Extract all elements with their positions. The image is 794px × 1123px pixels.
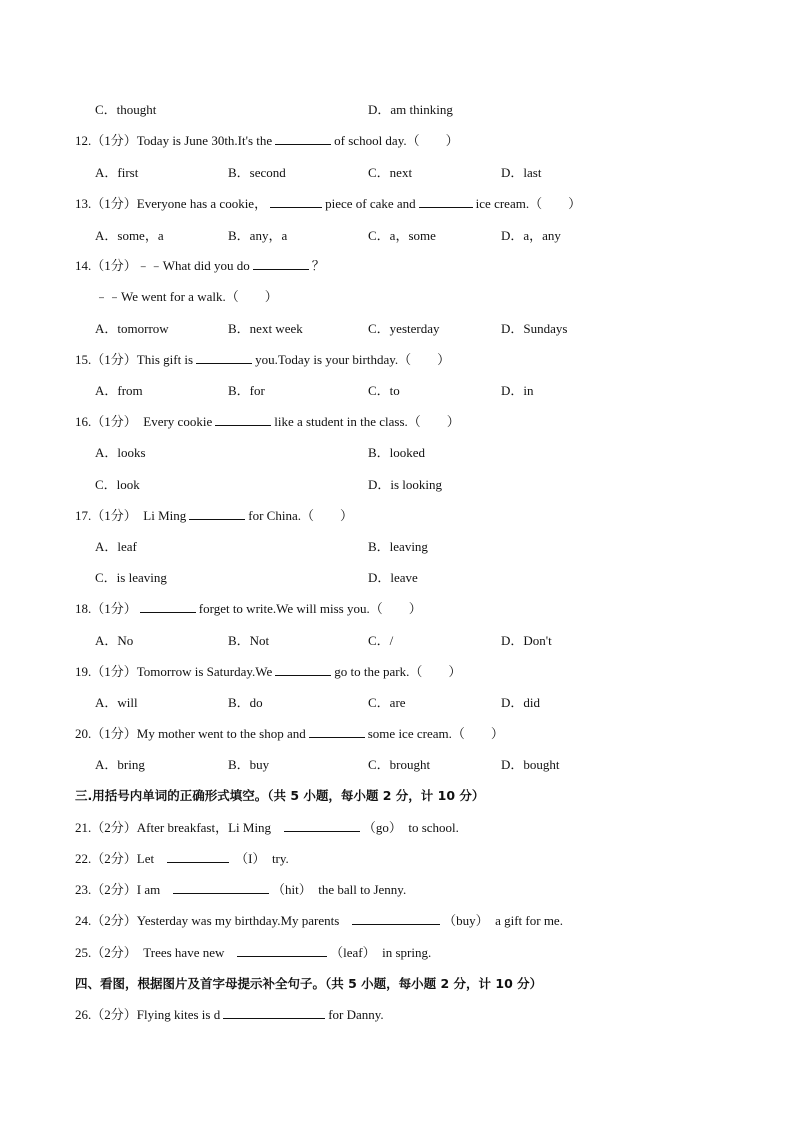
question-14-text: 14.（1分）﹣﹣What did you do ？ [75, 255, 325, 277]
q16-option-d[interactable]: D．is looking [368, 477, 443, 492]
question-19 [0, 661, 794, 683]
section-3-title: 三.用括号内单词的正确形式填空。（共 5 小题，每小题 2 分，计 10 分） [75, 788, 485, 803]
q18-options-row [0, 630, 794, 652]
q19-option-d[interactable]: D．did [501, 695, 541, 710]
q16-option-c[interactable]: C．look [95, 477, 140, 492]
question-15-text: 15.（1分）This gift is you.Today is your birthday.（ ） [75, 349, 450, 371]
question-12-text: 12.（1分）Today is June 30th.It's the of school day.（ ） [75, 130, 459, 152]
answer-blank[interactable] [189, 505, 245, 520]
q16-options-row-1 [0, 442, 794, 464]
question-17 [0, 505, 794, 527]
question-15 [0, 349, 794, 371]
section-4-title: 四、看图，根据图片及首字母提示补全句子。（共 5 小题，每小题 2 分，计 10 分） [75, 976, 543, 991]
question-22-text: 22.（2分）Let （I） try. [75, 848, 289, 870]
q20-option-a[interactable]: A．bring [95, 757, 145, 772]
q20-options-row [0, 754, 794, 776]
answer-blank[interactable] [167, 848, 229, 863]
question-17-text: 17.（1分） Li Ming for China.（ ） [75, 505, 353, 527]
q14-option-d[interactable]: D．Sundays [501, 321, 568, 336]
q15-option-a[interactable]: A．from [95, 383, 143, 398]
q18-option-c[interactable]: C．/ [368, 633, 394, 648]
answer-blank[interactable] [237, 942, 327, 957]
answer-blank[interactable] [173, 879, 269, 894]
answer-blank[interactable] [140, 598, 196, 613]
question-16 [0, 411, 794, 433]
q19-options-row [0, 692, 794, 714]
question-26-text: 26.（2分）Flying kites is d for Danny. [75, 1004, 384, 1026]
question-21-text: 21.（2分）After breakfast，Li Ming （go） to school. [75, 817, 459, 839]
question-20 [0, 723, 794, 745]
q14-option-c[interactable]: C．yesterday [368, 321, 440, 336]
question-16-text: 16.（1分） Every cookie like a student in the class.（ ） [75, 411, 460, 433]
answer-blank[interactable] [309, 723, 365, 738]
q19-option-c[interactable]: C．are [368, 695, 406, 710]
question-23 [0, 879, 794, 901]
answer-blank[interactable] [253, 255, 309, 270]
answer-blank[interactable] [275, 130, 331, 145]
q17-options-row-2 [0, 567, 794, 589]
q13-option-c[interactable]: C．a，some [368, 228, 436, 243]
answer-blank[interactable] [419, 193, 473, 208]
question-12 [0, 130, 794, 152]
q13-option-a[interactable]: A．some，a [95, 228, 164, 243]
question-25 [0, 942, 794, 964]
q17-option-c[interactable]: C．is leaving [95, 570, 167, 585]
question-14-reply [0, 286, 794, 308]
question-13 [0, 193, 794, 215]
q18-option-d[interactable]: D．Don't [501, 633, 552, 648]
question-26 [0, 1004, 794, 1026]
q18-option-b[interactable]: B．Not [228, 633, 270, 648]
question-13-text: 13.（1分）Everyone has a cookie， piece of cake and ice cream.（ ） [75, 193, 581, 215]
question-20-text: 20.（1分）My mother went to the shop and some ice cream.（ ） [75, 723, 504, 745]
q12-option-a[interactable]: A．first [95, 165, 139, 180]
question-25-text: 25.（2分） Trees have new （leaf） in spring. [75, 942, 431, 964]
question-22 [0, 848, 794, 870]
q13-option-d[interactable]: D．a，any [501, 228, 561, 243]
question-24-text: 24.（2分）Yesterday was my birthday.My parents （buy） a gift for me. [75, 910, 563, 932]
q19-option-b[interactable]: B．do [228, 695, 263, 710]
section-4-heading [0, 973, 794, 995]
q20-option-d[interactable]: D．bought [501, 757, 560, 772]
q11-options-row [0, 99, 794, 121]
q17-options-row-1 [0, 536, 794, 558]
q12-options-row [0, 162, 794, 184]
q11-option-d[interactable]: D．am thinking [368, 102, 453, 117]
question-19-text: 19.（1分）Tomorrow is Saturday.We go to the park.（ ） [75, 661, 461, 683]
answer-blank[interactable] [352, 910, 440, 925]
q12-option-d[interactable]: D．last [501, 165, 542, 180]
q20-option-b[interactable]: B．buy [228, 757, 270, 772]
question-24 [0, 910, 794, 932]
question-23-text: 23.（2分）I am （hit） the ball to Jenny. [75, 879, 406, 901]
q15-option-c[interactable]: C．to [368, 383, 400, 398]
question-18 [0, 598, 794, 620]
question-14-reply-text: ﹣﹣We went for a walk.（ ） [95, 289, 278, 304]
q13-options-row [0, 225, 794, 247]
q15-option-b[interactable]: B．for [228, 383, 265, 398]
q11-option-c[interactable]: C．thought [95, 102, 157, 117]
q16-options-row-2 [0, 474, 794, 496]
answer-blank[interactable] [284, 817, 360, 832]
q12-option-b[interactable]: B．second [228, 165, 286, 180]
answer-blank[interactable] [215, 411, 271, 426]
question-14 [0, 255, 794, 277]
q17-option-a[interactable]: A．leaf [95, 539, 137, 554]
answer-blank[interactable] [275, 661, 331, 676]
q12-option-c[interactable]: C．next [368, 165, 413, 180]
question-21 [0, 817, 794, 839]
q15-options-row [0, 380, 794, 402]
q14-options-row [0, 318, 794, 340]
q19-option-a[interactable]: A．will [95, 695, 138, 710]
answer-blank[interactable] [196, 349, 252, 364]
q16-option-a[interactable]: A．looks [95, 445, 146, 460]
q15-option-d[interactable]: D．in [501, 383, 534, 398]
q17-option-d[interactable]: D．leave [368, 570, 418, 585]
question-18-text: 18.（1分） forget to write.We will miss you.（ ） [75, 598, 422, 620]
q20-option-c[interactable]: C．brought [368, 757, 431, 772]
section-3-heading [0, 785, 794, 807]
answer-blank[interactable] [223, 1004, 325, 1019]
q18-option-a[interactable]: A．No [95, 633, 134, 648]
q14-option-b[interactable]: B．next week [228, 321, 303, 336]
q14-option-a[interactable]: A．tomorrow [95, 321, 169, 336]
answer-blank[interactable] [270, 193, 322, 208]
q17-option-b[interactable]: B．leaving [368, 539, 428, 554]
q16-option-b[interactable]: B．looked [368, 445, 426, 460]
q13-option-b[interactable]: B．any，a [228, 228, 288, 243]
